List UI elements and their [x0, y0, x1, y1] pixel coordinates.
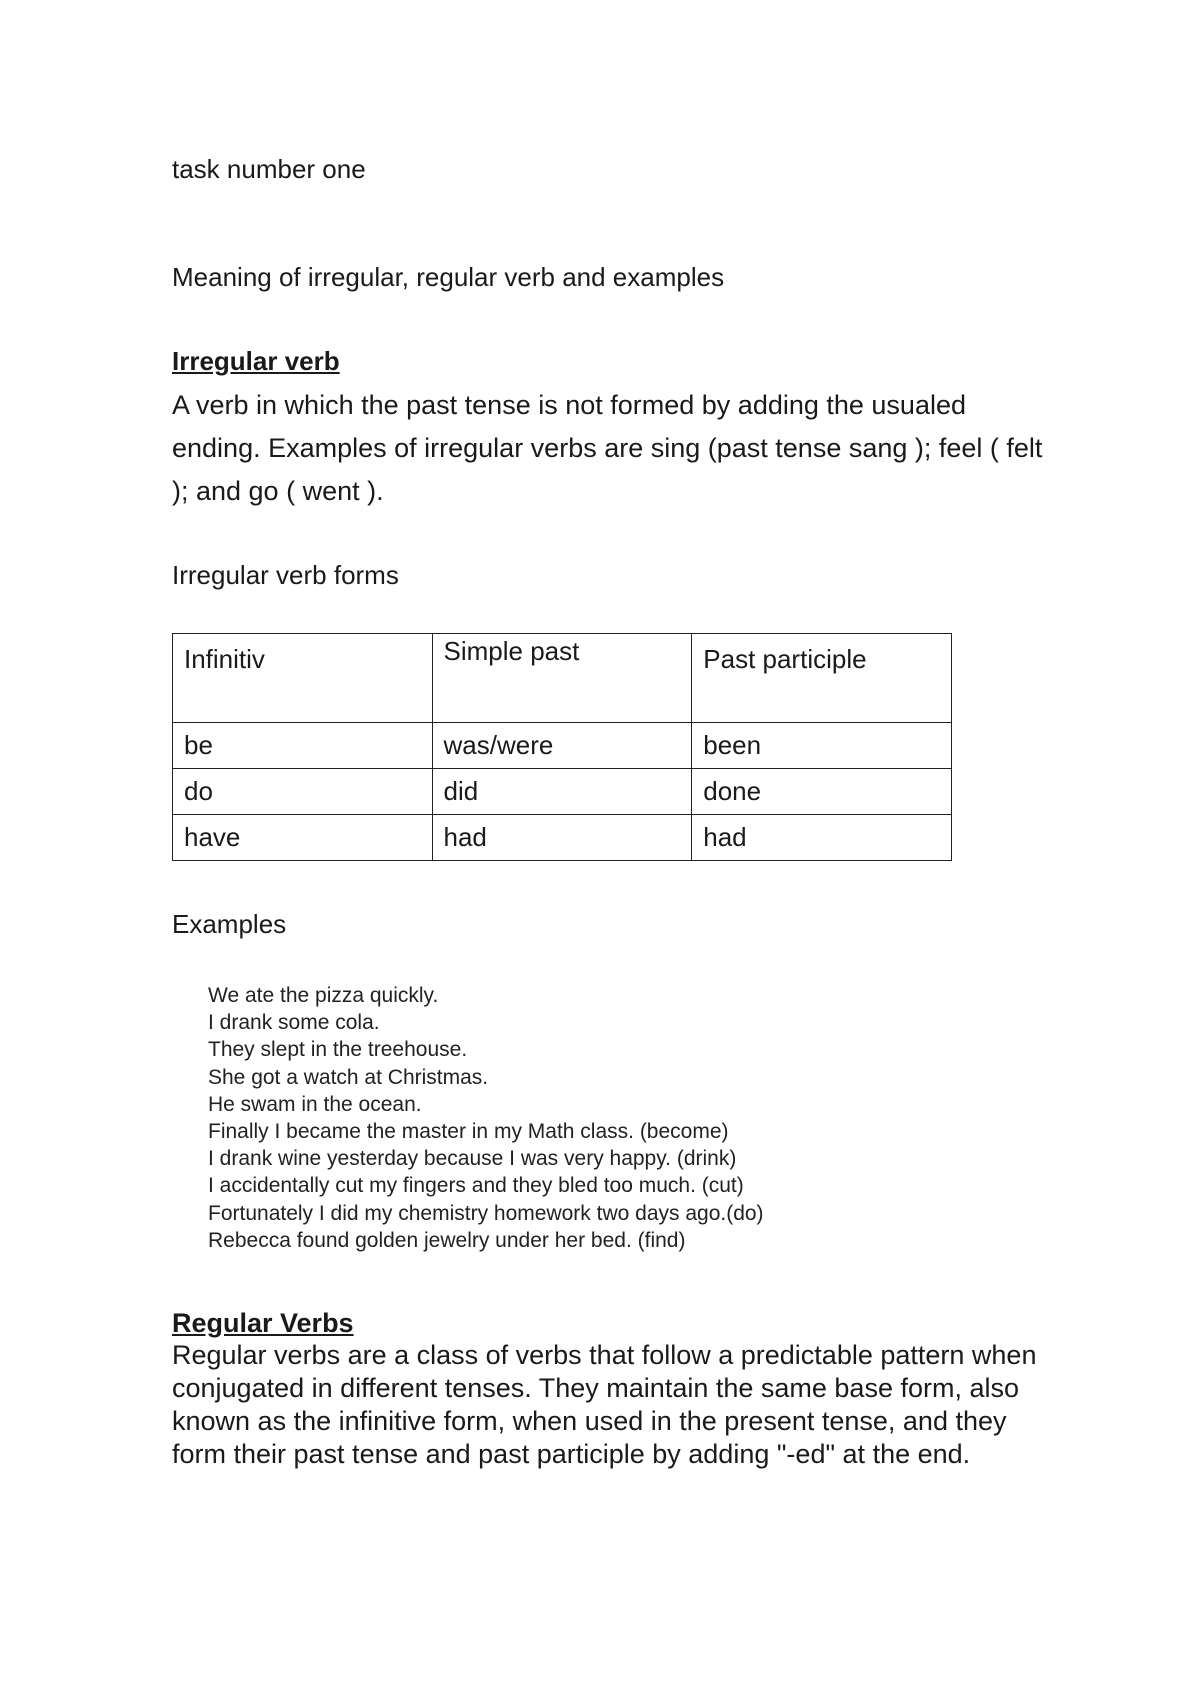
irregular-verb-table	[172, 633, 952, 861]
header-infinitiv: Infinitiv	[173, 634, 433, 723]
table-cell: be	[173, 723, 433, 769]
irregular-verb-heading: Irregular verb	[172, 346, 340, 376]
list-item: They slept in the treehouse.	[208, 1038, 468, 1062]
table-header-row	[173, 634, 952, 723]
table-cell: been	[692, 723, 952, 769]
task-title: task number one	[172, 154, 366, 184]
regular-verbs-definition: Regular verbs are a class of verbs that follow a predictable pattern when conjugated in different tenses. They maintain the same base form, also known as the infinitive form, when used in the present tense, and they form their past tense and past participle by adding "-ed" at the end.	[172, 1340, 1037, 1469]
table-row	[173, 769, 952, 815]
table-row	[173, 815, 952, 861]
table-cell: was/were	[432, 723, 692, 769]
list-item: She got a watch at Christmas.	[208, 1065, 489, 1089]
list-item: He swam in the ocean.	[208, 1092, 422, 1116]
table-cell: have	[173, 815, 433, 861]
list-item: I drank some cola.	[208, 1011, 380, 1035]
table-cell: had	[432, 815, 692, 861]
table-cell: done	[692, 769, 952, 815]
list-item: We ate the pizza quickly.	[208, 984, 439, 1007]
list-item: Rebecca found golden jewelry under her bed. (find)	[208, 1228, 686, 1252]
irregular-forms-heading: Irregular verb forms	[172, 560, 399, 590]
examples-list	[208, 982, 764, 1254]
header-simple-past: Simple past	[432, 634, 692, 723]
list-item: Fortunately I did my chemistry homework two days ago.(do)	[208, 1201, 764, 1225]
table-cell: did	[432, 769, 692, 815]
list-item: I accidentally cut my fingers and they bled too much. (cut)	[208, 1174, 744, 1198]
table-row	[173, 723, 952, 769]
examples-heading: Examples	[172, 909, 287, 939]
irregular-verb-definition: A verb in which the past tense is not formed by adding the usualed ending. Examples of irregular verbs are sing (past tense sang ); feel ( felt ); and go ( went ).	[172, 390, 1043, 506]
table-cell: had	[692, 815, 952, 861]
list-item: I drank wine yesterday because I was very happy. (drink)	[208, 1147, 737, 1171]
header-past-participle: Past participle	[692, 634, 952, 723]
subject-line: Meaning of irregular, regular verb and examples	[172, 262, 725, 292]
list-item: Finally I became the master in my Math class. (become)	[208, 1120, 729, 1144]
table-cell: do	[173, 769, 433, 815]
regular-verbs-heading: Regular Verbs	[172, 1308, 354, 1338]
